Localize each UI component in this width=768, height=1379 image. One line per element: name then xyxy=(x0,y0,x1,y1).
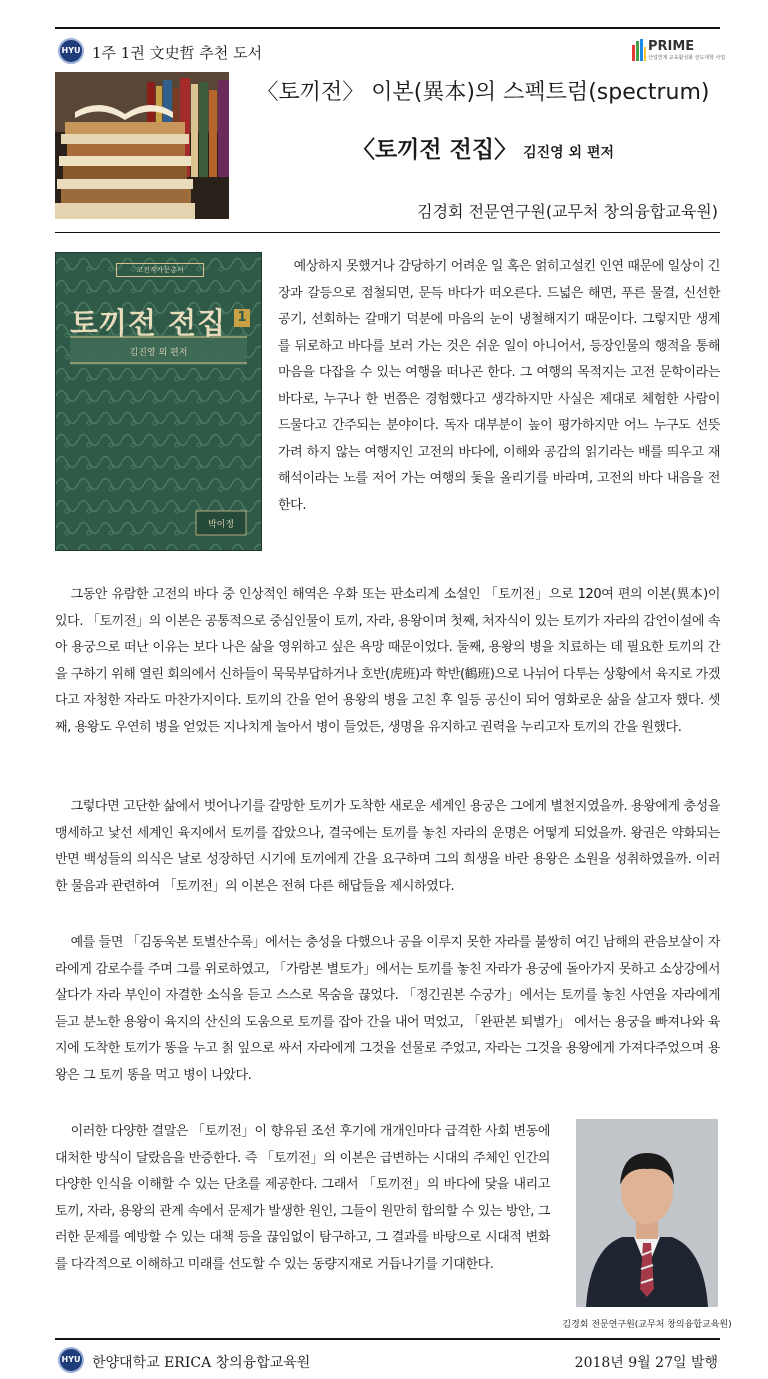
cover-editor: 김진영 외 편저 xyxy=(129,348,188,358)
publication-date: 2018년 9월 27일 발행 xyxy=(574,1355,718,1371)
footer-rule xyxy=(55,1338,720,1340)
paragraph-intro: 예상하지 못했거나 감당하기 어려운 일 혹은 얽히고설킨 인연 때문에 일상이 긴장과 갈등으로 점철되면, 문득 바다가 떠오른다. 드넓은 해면, 푸른 물결, 신선한 공기, 선회하는 갈매기 덕분에 마음의 눈이 냉철해지기 때문이다. 그렇지만 생계를 뒤로하고 바다를 보러 가는 것은 쉬운 일이 아니어서, 등장인물의 행적을 통해 마음을 다잡을 수 있는 여행을 떠나곤 한다. 그 여행의 목적지는 고전 문학이라는 바다로, 누구나 한 번쯤은 경험했다고 생각하지만 사실은 제대로 체험한 사람이 드물다고 간주되는 분야이다. 독자 대부분이 높이 평가하지만 어느 누구도 선뜻 가려 하지 않는 여행지인 고전의 바다에, 이해와 공감의 읽기라는 배를 띄우고 재해석이라는 노를 저어 가는 여행의 돛을 올리기를 바라며, 고전의 바다 내음을 전한다. xyxy=(278,259,720,513)
author-photo xyxy=(576,1119,718,1307)
book-title-text: 〈토끼전 전집〉 xyxy=(351,137,518,163)
cover-publisher: 박이정 xyxy=(207,520,235,530)
footer-institution: 한양대학교 ERICA 창의융합교육원 xyxy=(92,1355,311,1371)
university-seal-icon: HYU xyxy=(58,38,84,64)
cover-title: 토끼전 전집 xyxy=(70,306,227,340)
prime-logo xyxy=(632,37,726,65)
paragraph-examples: 예를 들면 「김동욱본 토별산수록」에서는 충성을 다했으나 공을 이루지 못한 자라를 불쌍히 여긴 남해의 관음보살이 자라에게 감로수를 주며 그를 위로하였고, 「가람본 별토가」에서는 토끼를 놓친 자라가 용궁에 돌아가지 못하고 소상강에서 살다가 자라 부인이 자결한 소식을 듣고 스스로 목숨을 끊었다. 「정긴권본 수궁가」에서는 토끼를 놓친 사연을 자라에게 듣고 분노한 용왕이 육지의 산신의 도움으로 토끼를 잡아 간을 내어 먹었고, 「완판본 퇴별가」 에서는 용궁을 빠져나와 육지에 도착한 토끼가 똥을 누고 칡 잎으로 싸서 자라에게 그것을 선물로 주었고, 자라는 그것을 용왕에게 가져다주었으며 용왕은 그 토끼 똥을 먹고 병이 나았다. xyxy=(55,935,720,1083)
prime-logo-text: PRIME xyxy=(648,39,695,54)
header-rule xyxy=(55,232,720,233)
photo-caption: 김경회 전문연구원(교무처 창의융합교육원) xyxy=(562,1320,732,1330)
page-title: 〈토끼전〉 이본(異本)의 스펙트럼(spectrum) xyxy=(256,80,710,105)
books-header-image xyxy=(55,72,229,219)
book-title xyxy=(248,131,718,164)
paragraph-questions: 그렇다면 고단한 삶에서 벗어나기를 갈망한 토끼가 도착한 새로운 세계인 용궁은 그에게 별천지였을까. 용왕에게 충성을 맹세하고 낯선 세계인 육지에서 토끼를 잡았으나, 결국에는 토끼를 놓친 자라의 운명은 어떻게 되었을까. 왕권은 약화되는 반면 백성들의 의식은 날로 성장하던 시기에 토끼에게 간을 요구하며 그의 희생을 바란 용왕은 소원을 성취하였을까. 이러한 물음과 관련하여 「토끼전」의 이본은 전혀 다른 해답들을 제시하였다. xyxy=(55,799,720,894)
paragraph-variants: 그동안 유람한 고전의 바다 중 인상적인 해역은 우화 또는 판소리계 소설인 「토끼전」으로 120여 편의 이본(異本)이 있다. 「토끼전」의 이본은 공통적으로 중심인물이 토끼, 자라, 용왕이며 첫째, 처자식이 있는 토끼가 자라의 감언이설에 속아 용궁으로 떠난 이유는 보다 나은 삶을 영위하고 싶은 욕망 때문이었다. 둘째, 용왕의 병을 치료하는 데 필요한 토끼의 간을 구하기 위해 열린 회의에서 신하들이 묵묵부답하거나 호반(虎班)과 학반(鶴班)으로 나뉘어 다투는 상황에서 육지로 가겠다고 자청한 자라도 마찬가지이다. 토끼의 간을 얻어 용왕의 병을 고친 후 일등 공신이 되어 영화로운 삶을 살고자 했다. 셋째, 용왕도 우연히 병을 얻었든 지나치게 놀아서 병이 들었든, 생명을 유지하고 권력을 누리고자 토끼의 간을 원했다. xyxy=(55,587,720,735)
prime-logo-bars-icon xyxy=(632,39,646,61)
article-author: 김경회 전문연구원(교무처 창의융합교육원) xyxy=(417,202,718,221)
book-editor: 김진영 외 편저 xyxy=(523,145,614,161)
book-cover-image xyxy=(55,252,262,551)
footer-seal-icon: HYU xyxy=(58,1347,84,1373)
series-label: 1주 1권 文史哲 추천 도서 xyxy=(92,44,263,62)
top-rule xyxy=(55,27,720,29)
prime-logo-subtext: 산업연계 교육활성화 선도대학 사업 xyxy=(648,55,726,61)
cover-volume: 1 xyxy=(234,309,250,327)
cover-series: 고전작가문총서 xyxy=(116,263,204,277)
paragraph-conclusion: 이러한 다양한 결말은 「토끼전」이 향유된 조선 후기에 개개인마다 급격한 사회 변동에 대처한 방식이 달랐음을 반증한다. 즉 「토끼전」의 이본은 급변하는 시대의 주체인 인간의 다양한 인식을 이해할 수 있는 단초를 제공한다. 그래서 「토끼전」의 바다에 닻을 내리고 토끼, 자라, 용왕의 관계 속에서 문제가 발생한 원인, 그들이 원만히 합의할 수 있는 방안, 그러한 문제를 예방할 수 있는 대책 등을 끊임없이 탐구하고, 그 결과를 바탕으로 시대적 변화를 다각적으로 이해하고 미래를 선도할 수 있는 동량지재로 거듭나기를 기대한다. xyxy=(55,1124,550,1272)
